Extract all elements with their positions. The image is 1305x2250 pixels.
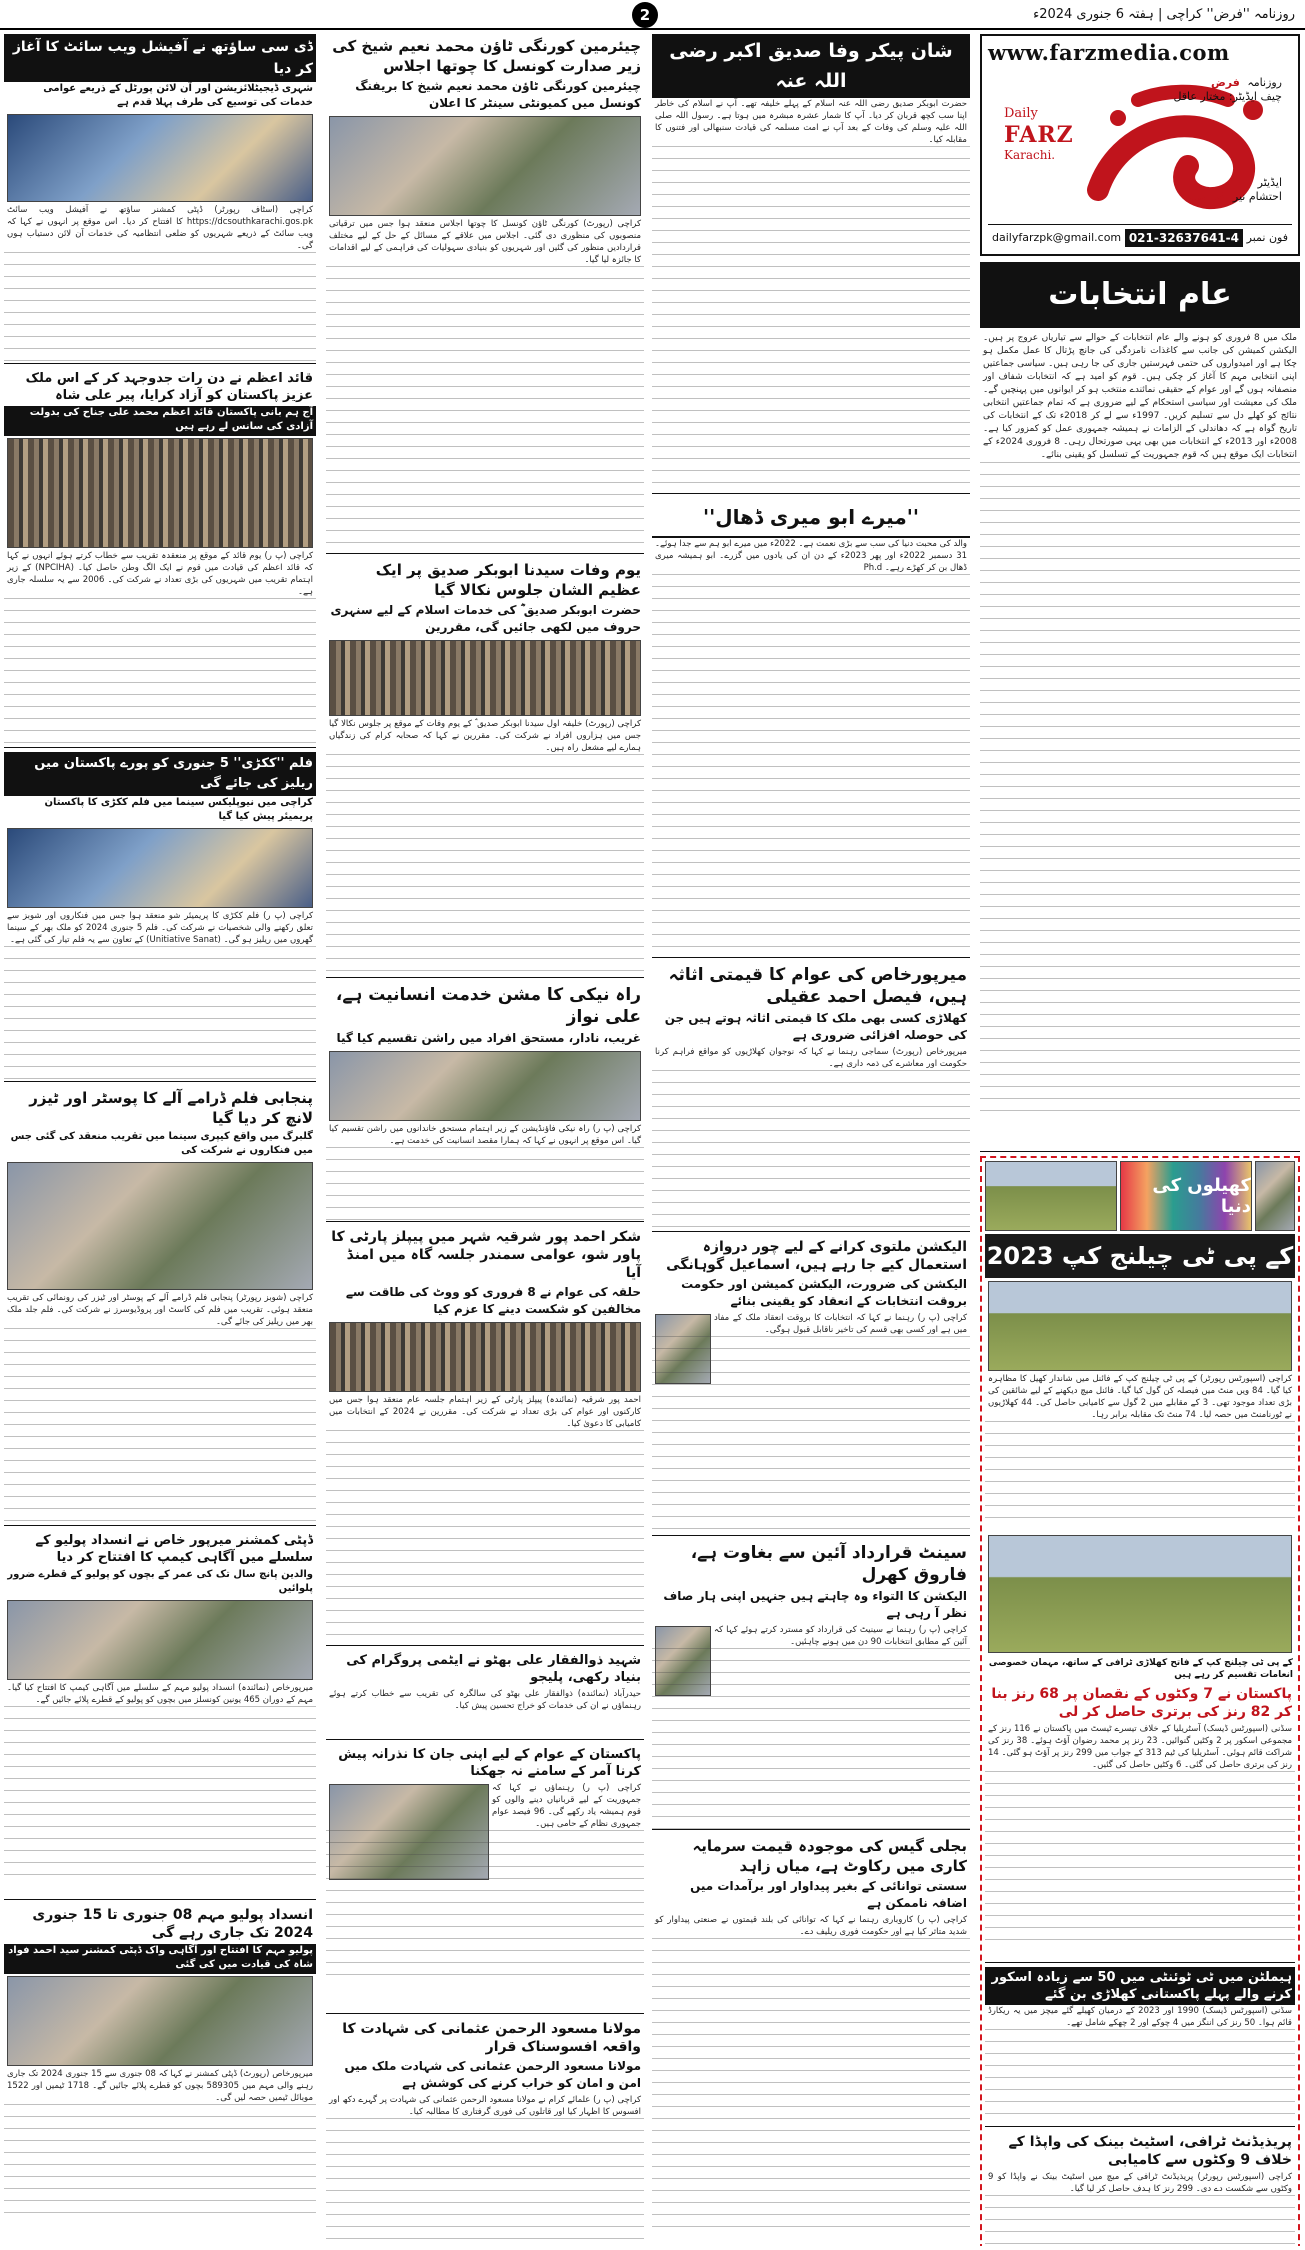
story-c3-1-lines	[652, 146, 970, 494]
story-c2-7-subtitle: مولانا مسعود الرحمن عثمانی کی شہادت ملک میں امن و امان کو خراب کرنے کی کوشش ہے	[344, 2059, 641, 2090]
sports-section	[980, 1156, 1300, 2246]
story-c1-4-lines	[4, 1328, 316, 1526]
sports-story-3-title: پریذیڈنٹ ٹرافی، اسٹیٹ بینک کی واپڈا کے خلاف 9 وکٹوں سے کامیابی	[1008, 2134, 1292, 2168]
story-c2-3-subtitle: غریب، نادار، مستحق افراد میں راشن تقسیم کیا گیا	[336, 1031, 641, 1045]
story-c1-4-title: پنجابی فلم ڈرامے آلے کا پوسٹر اور ٹیزر لانچ کر دیا گیا	[29, 1089, 313, 1127]
masthead-karachi-ur: کراچی	[1189, 190, 1226, 203]
masthead-name-en: FARZ	[1004, 122, 1074, 148]
story-c1-3-body: کراچی (پ ر) فلم ککڑی کا پریمیئر شو منعقد ہوا جس میں فنکاروں اور شوبز سے تعلق رکھنے والی شخصیات نے شرکت کی۔ فلم 5 جنوری 2024 کو ملک بھر کے سینما گھروں میں ریلیز ہو گی۔ (Unitiative Sanat) کے تعاون سے یہ فلم تیار کی گئی ہے۔	[7, 911, 313, 945]
story-c2-2-title: یوم وفات سیدنا ابوبکر صدیق پر ایک عظیم الشان جلوس نکالا گیا	[375, 561, 641, 599]
masthead-roznama: روزنامہ	[1247, 76, 1282, 89]
sports-cup-body: کراچی (اسپورٹس رپورٹر) کے پی ٹی چیلنج کپ کے فائنل میں شاندار کھیل کا مظاہرہ کیا گیا۔ 84 ویں منٹ میں فیصلہ کن گول کیا گیا۔ فائنل میچ دیکھنے کے لیے شائقین کی بڑی تعداد موجود تھی۔ 3 کے مقابلے میں 2 گول سے کامیابی حاصل کی۔ 44 کھلاڑیوں نے ٹورنامنٹ میں حصہ لیا۔ 74 منٹ تک مقابلہ برابر رہا۔	[988, 1374, 1292, 1420]
masthead-editor-label: ایڈیٹر	[1257, 176, 1282, 189]
masthead	[980, 34, 1300, 256]
story-c3-4	[652, 1236, 970, 1536]
sports-cup-text-lines	[985, 1421, 1295, 1521]
sports-story-2	[985, 1967, 1295, 2127]
story-c3-5-title: سینٹ قرارداد آئین سے بغاوت ہے، فاروق کھرل	[690, 1543, 967, 1585]
sports-story-3-lines	[985, 2195, 1295, 2246]
story-c3-4-title: الیکشن ملتوی کرانے کے لیے چور دروازہ استعمال کیے جا رہے ہیں، اسماعیل گوہانگی	[666, 1239, 967, 1273]
story-c2-3-photo	[329, 1051, 641, 1121]
story-c3-3-lines	[652, 1070, 970, 1232]
story-c2-7-body: کراچی (پ ر) علمائے کرام نے مولانا مسعود الرحمن عثمانی کی شہادت پر گہرے دکھ اور افسوس کا اظہار کیا اور قاتلوں کی فوری گرفتاری کا مطالبہ کیا۔	[329, 2095, 641, 2117]
story-c3-3-title: میرپورخاص کی عوام کا قیمتی اثاثہ ہیں، فیصل احمد عقیلی	[668, 965, 967, 1007]
sports-banner-art	[1120, 1161, 1252, 1231]
masthead-daily: Daily	[1004, 106, 1038, 121]
story-c3-5-body: کراچی (پ ر) رہنما نے سینیٹ کی قرارداد کو مسترد کرتے ہوئے کہا کہ آئین کے مطابق انتخابات 90 دن میں ہونے چاہئیں۔	[714, 1625, 967, 1647]
sports-story-2-lines	[985, 2029, 1295, 2119]
column-left	[4, 34, 316, 2246]
story-c1-4-body: کراچی (شوبز رپورٹر) پنجابی فلم ڈرامے آلے کے پوسٹر اور ٹیزر کی رونمائی کی تقریب منعقد ہوئی۔ تقریب میں فلم کی کاسٹ اور پروڈیوسرز نے شرکت کی۔ فلم جلد ملک بھر میں ریلیز کی جائے گی۔	[7, 1293, 313, 1327]
story-c3-1-title: شان پیکر وفا صدیق اکبر رضی اللہ عنہ	[669, 40, 953, 92]
story-c3-2-lines	[652, 574, 970, 958]
story-c1-3-lines	[4, 946, 316, 1082]
masthead-credits: روزنامہ فرض چیف ایڈیٹر: مختار عاقل	[1173, 76, 1282, 103]
masthead-chief-editor-label: چیف ایڈیٹر	[1232, 90, 1282, 103]
sports-columnist-photo	[1255, 1161, 1295, 1231]
story-c2-6	[326, 1744, 644, 2014]
story-c2-4-lines	[326, 1430, 644, 1646]
story-c3-2-body: والد کی محبت دنیا کی سب سے بڑی نعمت ہے۔ 2022ء میں میرے ابو ہم سے جدا ہوئے۔ 31 دسمبر 2022ء اور پھر 2023ء کے دن ان کی یادوں میں گزرے۔ ابو ہمیشہ میری ڈھال بن کر کھڑے رہے۔ Ph.d	[655, 539, 968, 573]
story-c2-5-body: حیدرآباد (نمائندہ) ذوالفقار علی بھٹو کی سالگرہ کی تقریب سے خطاب کرتے ہوئے رہنماؤں نے ان کی خدمات کو خراج تحسین پیش کیا۔	[329, 1689, 641, 1711]
story-c2-4-photo	[329, 1322, 641, 1392]
story-c3-6-body: کراچی (پ ر) کاروباری رہنما نے کہا کہ توانائی کی بلند قیمتوں نے صنعتی پیداوار کو شدید متاثر کیا ہے اور حکومت فوری ریلیف دے۔	[655, 1915, 967, 1937]
story-c1-2-photo	[7, 438, 313, 548]
story-c3-5-subtitle: الیکشن کا التواء وہ چاہتے ہیں جنہیں اپنی ہار صاف نظر آ رہی ہے	[663, 1589, 967, 1620]
story-c3-3	[652, 962, 970, 1232]
story-c2-7-lines	[326, 2118, 644, 2246]
story-c3-6	[652, 1834, 970, 2234]
masthead-phone[interactable]: 021-32637641-4	[1125, 229, 1243, 247]
story-c1-1	[4, 34, 316, 364]
story-c1-6-lines	[4, 2104, 316, 2214]
story-c1-6-subtitle: پولیو مہم کا افتتاح اور آگاہی واک ڈپٹی کمشنر سید احمد فواد شاہ کی قیادت میں کی گئی	[4, 1944, 316, 1974]
story-c2-2-body: کراچی (رپورٹ) خلیفہ اول سیدنا ابوبکر صدیق ؓ کے یوم وفات کے موقع پر جلوس نکالا گیا جس میں ہزاروں افراد نے شرکت کی۔ مقررین نے کہا کہ صحابہ کرام کی زندگیاں ہمارے لیے مشعل راہ ہیں۔	[329, 719, 641, 753]
story-c2-6-title: پاکستان کے عوام کے لیے اپنی جان کا نذرانہ پیش کرنا آمر کے سامنے نہ جھکنا	[338, 1747, 641, 1779]
sports-match-photo	[988, 1281, 1292, 1371]
story-c1-1-photo	[7, 114, 313, 202]
story-c1-5-subtitle: والدین پانچ سال تک کی عمر کے بچوں کو پولیو کے قطرے ضرور پلوائیں	[7, 1569, 313, 1594]
sports-team-photo	[985, 1161, 1117, 1231]
editorial-text-lines	[980, 462, 1300, 1122]
masthead-contact	[988, 224, 1292, 250]
story-c3-2	[652, 498, 970, 958]
story-c2-6-lines	[326, 1830, 644, 1980]
editorial-body: ملک میں 8 فروری کو ہونے والے عام انتخابات کے حوالے سے تیاریاں عروج پر ہیں۔ الیکشن کمیشن کی جانب سے کاغذات نامزدگی کی جانچ پڑتال کا عمل مکمل ہو چکا ہے اور امیدواروں کی حتمی فہرستیں جاری کی جا رہی ہیں۔ سیاسی جماعتیں اپنی انتخابی مہم کا آغاز کر چکی ہیں۔ قوم کو امید ہے کہ انتخابات شفاف اور منصفانہ ہوں گے اور عوام کے حقیقی نمائندے منتخب ہو کر ایوانوں میں پہنچیں گے۔ ملک کی معیشت اور سیاسی استحکام کے لیے ضروری ہے کہ تمام جماعتیں انتخابی نتائج کو کھلے دل سے تسلیم کریں۔ 1997ء سے لے کر 2018ء تک کے انتخابات کی تاریخ گواہ ہے کہ دھاندلی کے الزامات نے ہمیشہ جمہوری عمل کو کمزور کیا ہے۔ 2008ء اور 2013ء کے انتخابات میں بھی یہی صورتحال رہی۔ 8 فروری 2024ء کے انتخابات ایک موقع ہیں کہ قوم جمہوریت کے تسلسل کو یقینی بنائے۔	[983, 333, 1297, 460]
column-center-right	[652, 34, 970, 2246]
story-c3-5-lines	[652, 1648, 970, 1830]
story-c1-2-body: کراچی (پ ر) یوم قائد کے موقع پر منعقدہ تقریب سے خطاب کرتے ہوئے انہوں نے کہا کہ قائد اعظم کی قیادت میں قوم نے ایک الگ وطن حاصل کیا۔ (NPCIHA) کے زیر اہتمام تقریب میں شہریوں کی بڑی تعداد نے شرکت کی۔ 2006 سے یہ سلسلہ جاری ہے۔	[7, 551, 313, 597]
story-c2-5	[326, 1650, 644, 1740]
story-c2-2-lines	[326, 754, 644, 978]
masthead-name-ur: فرض	[1210, 76, 1240, 89]
story-c1-1-lines	[4, 252, 316, 364]
story-c1-4-photo	[7, 1162, 313, 1290]
sports-story-1	[985, 1683, 1295, 1963]
editorial-title: عام انتخابات	[980, 262, 1300, 328]
story-c1-6-photo	[7, 1976, 313, 2066]
story-c1-5	[4, 1530, 316, 1900]
sports-story-1-title: پاکستان نے 7 وکٹوں کے نقصان پر 68 رنز بنا کر 82 رنز کی برتری حاصل کر لی	[991, 1686, 1292, 1720]
story-c1-6	[4, 1904, 316, 2224]
story-c2-6-body: کراچی (پ ر) رہنماؤں نے کہا کہ جمہوریت کے لیے قربانیاں دینے والوں کو قوم ہمیشہ یاد رکھے گی۔ 96 فیصد عوام جمہوری نظام کے حامی ہیں۔	[492, 1783, 641, 1829]
masthead-phone-label: فون نمبر	[1246, 231, 1288, 244]
sports-trophy-photo	[988, 1535, 1292, 1653]
masthead-city: Karachi.	[1004, 148, 1056, 162]
story-c2-7-title: مولانا مسعود الرحمن عثمانی کی شہادت کا واقعہ افسوسناک قرار	[342, 2021, 641, 2055]
story-c3-6-subtitle: سستی توانائی کے بغیر پیداوار اور برآمدات میں اضافہ ناممکن ہے	[690, 1879, 967, 1910]
story-c3-3-body: میرپورخاص (رپورٹ) سماجی رہنما نے کہا کہ نوجوان کھلاڑیوں کو مواقع فراہم کرنا حکومت اور معاشرے کی ذمہ داری ہے۔	[655, 1047, 967, 1069]
story-c3-6-lines	[652, 1938, 970, 2234]
story-c1-2	[4, 368, 316, 748]
sports-story-1-body: سڈنی (اسپورٹس ڈیسک) آسٹریلیا کے خلاف تیسرے ٹیسٹ میں پاکستان نے 116 رنز کے مجموعی اسکور پر 2 وکٹیں گنوائیں۔ 23 رنز پر محمد رضوان آؤٹ ہوئے۔ 38 رنز کی شراکت قائم ہوئی۔ آسٹریلیا کی ٹیم 313 کے جواب میں 299 رنز پر آؤٹ ہو گئی۔ 14 رنز کی برتری حاصل کی گئی۔ 6 وکٹیں حاصل کی گئیں۔	[988, 1724, 1293, 1770]
editorial-story	[980, 332, 1300, 1152]
story-c1-5-lines	[4, 1706, 316, 1886]
story-c2-1-body: کراچی (رپورٹ) کورنگی ٹاؤن کونسل کا چوتھا اجلاس منعقد ہوا جس میں ترقیاتی منصوبوں کی منظوری دی گئی۔ اجلاس میں علاقے کے مسائل کے حل کے لیے مختلف قراردادیں منظور کی گئیں اور شہریوں کو بنیادی سہولیات کی فراہمی کے لیے اقدامات کا جائزہ لیا گیا۔	[329, 219, 641, 265]
story-c1-6-body: میرپورخاص (رپورٹ) ڈپٹی کمشنر نے کہا کہ 08 جنوری سے 15 جنوری 2024 تک جاری رہنے والی مہم میں 589305 بچوں کو قطرے پلائے جائیں گے۔ 1718 ٹیمیں اور 1522 موبائل ٹیمیں حصہ لیں گی۔	[7, 2069, 314, 2103]
story-c3-2-title: ''میرے ابو میری ڈھال''	[652, 498, 970, 538]
sports-cup-story	[985, 1373, 1295, 1531]
dateline: روزنامہ ''فرض'' کراچی | ہفتہ 6 جنوری 2024ء	[1033, 7, 1295, 22]
story-c1-1-title: ڈی سی ساؤتھ نے آفیشل ویب سائٹ کا آغاز کر دیا	[12, 39, 313, 77]
sports-banner-text: کھیلوں کی دنیا	[1152, 1175, 1251, 1217]
story-c1-5-title: ڈپٹی کمشنر میرپور خاص نے انسداد پولیو کے سلسلے میں آگاہی کیمپ کا افتتاح کر دیا	[35, 1533, 313, 1565]
sports-story-3-body: کراچی (اسپورٹس رپورٹر) پریذیڈنٹ ٹرافی کے میچ میں اسٹیٹ بینک نے واپڈا کو 9 وکٹوں سے شکست دے دی۔ 299 رنز کا ہدف حاصل کر لیا گیا۔	[988, 2172, 1292, 2194]
story-c3-6-title: بجلی گیس کی موجودہ قیمت سرمایہ کاری میں رکاوٹ ہے، میاں زاہد	[692, 1837, 967, 1875]
story-c2-2-photo	[329, 640, 641, 716]
story-c2-1-lines	[326, 266, 644, 554]
story-c1-1-body: کراچی (اسٹاف رپورٹر) ڈپٹی کمشنر ساؤتھ نے آفیشل ویب سائٹ https://dcsouthkarachi.gos.pk کا افتتاح کر دیا۔ اس موقع پر انہوں نے کہا کہ ویب سائٹ کے ذریعے شہریوں کو ضلعی انتظامیہ کی خدمات آن لائن دستیاب ہوں گی۔	[7, 205, 313, 251]
story-c3-3-subtitle: کھلاڑی کسی بھی ملک کا قیمتی اثاثہ ہوتے ہیں جن کی حوصلہ افزائی ضروری ہے	[664, 1011, 967, 1042]
sports-banner-row	[985, 1161, 1295, 1231]
sports-cup-title: کے پی ٹی چیلنج کپ 2023	[985, 1234, 1295, 1278]
story-c1-2-subtitle: آج ہم بانی پاکستان قائد اعظم محمد علی جناح کی بدولت آزادی کی سانس لے رہے ہیں	[4, 406, 316, 436]
story-c1-3	[4, 752, 316, 1082]
story-c1-3-title: فلم ''ککڑی'' 5 جنوری کو پورے پاکستان میں ریلیز کی جائے گی	[34, 756, 313, 791]
sports-story-1-lines	[985, 1771, 1295, 1951]
masthead-email[interactable]: dailyfarzpk@gmail.com	[992, 231, 1122, 244]
masthead-url[interactable]: www.farzmedia.com	[988, 40, 1230, 65]
story-c2-1	[326, 34, 644, 554]
story-c1-1-subtitle: شہری ڈیجیٹلائزیشن اور آن لائن پورٹل کے ذریعے عوامی خدمات کی توسیع کی طرف پہلا قدم ہے	[43, 83, 313, 108]
story-c2-7	[326, 2018, 644, 2246]
story-c2-3	[326, 982, 644, 1222]
sports-story-2-title: ہیملٹن میں ٹی ٹوئنٹی میں 50 سے زیادہ اسکور کرنے والے پہلے پاکستانی کھلاڑی بن گئے	[985, 1967, 1295, 2005]
story-c1-2-lines	[4, 598, 316, 748]
story-c1-3-photo	[7, 828, 313, 908]
masthead-editor-name: احتشام نیر	[1232, 190, 1282, 203]
story-c2-2-subtitle: حضرت ابوبکر صدیق ؓ کی خدمات اسلام کے لیے سنہری حروف میں لکھی جائیں گی، مقررین	[330, 603, 641, 634]
story-c1-4	[4, 1086, 316, 1526]
story-c3-4-body: کراچی (پ ر) رہنما نے کہا کہ انتخابات کا بروقت انعقاد ملک کے مفاد میں ہے اور کسی بھی قسم کی تاخیر ناقابل قبول ہوگی۔	[714, 1313, 967, 1335]
masthead-chief-editor-name: مختار عاقل	[1173, 90, 1226, 103]
story-c3-1	[652, 34, 970, 494]
story-c1-4-subtitle: گلبرگ میں واقع کیپری سینما میں تقریب منعقد کی گئی جس میں فنکاروں نے شرکت کی	[10, 1131, 313, 1156]
story-c2-1-subtitle: چیئرمین کورنگی ٹاؤن محمد نعیم شیخ کا بریفنگ کونسل میں کمیونٹی سینٹر کا اعلان	[355, 79, 641, 110]
story-c1-2-title: قائد اعظم نے دن رات جدوجہد کر کے اس ملک عزیز پاکستان کو آزاد کرایا، پیر علی شاہ	[25, 371, 313, 403]
page-number-badge: 2	[632, 2, 658, 28]
story-c2-2	[326, 558, 644, 978]
story-c3-4-subtitle: الیکشن کی ضرورت، الیکشن کمیشن اور حکومت بروقت انتخابات کے انعقاد کو یقینی بنائے	[681, 1277, 967, 1308]
story-c2-4	[326, 1226, 644, 1646]
story-c2-4-subtitle: حلقہ کی عوام نے 8 فروری کو ووٹ کی طاقت سے مخالفین کو شکست دینے کا عزم کیا	[345, 1285, 641, 1316]
sports-story-2-body: سڈنی (اسپورٹس ڈیسک) 1990 اور 2023 کے درمیان کھیلے گئے میچز میں یہ ریکارڈ قائم ہوا۔ 50 رنز کی اننگز میں 4 چوکے اور 2 چھکے شامل تھے۔	[988, 2006, 1292, 2028]
story-c2-5-title: شہید ذوالفقار علی بھٹو نے ایٹمی پروگرام کی بنیاد رکھی، پلیجو	[346, 1653, 641, 1685]
story-c1-5-photo	[7, 1600, 313, 1680]
story-c2-3-lines	[326, 1147, 644, 1222]
story-c1-3-subtitle: کراچی میں نیوپلیکس سینما میں فلم ککڑی کا پاکستان پریمیئر پیش کیا گیا	[44, 797, 313, 822]
story-c1-6-title: انسداد پولیو مہم 08 جنوری تا 15 جنوری 2024 تک جاری رہے گی	[32, 1907, 313, 1941]
story-c1-5-body: میرپورخاص (نمائندہ) انسداد پولیو مہم کے سلسلے میں آگاہی کیمپ کا افتتاح کیا گیا۔ مہم کے دوران 465 یونین کونسلز میں بچوں کو پولیو کے قطرے پلائے جائیں گے۔	[7, 1683, 313, 1705]
story-c2-3-title: راہ نیکی کا مشن خدمت انسانیت ہے، علی نواز	[335, 985, 641, 1027]
story-c2-1-photo	[329, 116, 641, 216]
story-c3-1-body: حضرت ابوبکر صدیق رضی اللہ عنہ اسلام کے پہلے خلیفہ تھے۔ آپ نے اسلام کی خاطر اپنا سب کچھ قربان کر دیا۔ آپ کا شمار عشرہ مبشرہ میں ہوتا ہے۔ رسول اللہ صلی اللہ علیہ وسلم کی وفات کے بعد آپ نے امت مسلمہ کی قیادت سنبھالی اور فتنوں کا مقابلہ کیا۔	[655, 99, 967, 145]
story-c2-4-title: شکر احمد پور شرقیہ شہر میں پیپلز پارٹی کا پاور شو، عوامی سمندر جلسہ گاہ میں امنڈ آیا	[331, 1229, 641, 1281]
story-c2-4-body: احمد پور شرقیہ (نمائندہ) پیپلز پارٹی کے زیر اہتمام جلسہ عام منعقد ہوا جس میں کارکنوں اور عوام کی بڑی تعداد نے شرکت کی۔ مقررین نے 2024 کے انتخابات میں کامیابی کا دعویٰ کیا۔	[329, 1395, 641, 1429]
column-center-left	[326, 34, 644, 2246]
story-c2-1-title: چیئرمین کورنگی ٹاؤن محمد نعیم شیخ کی زیر صدارت کونسل کا چوتھا اجلاس	[332, 37, 641, 75]
story-c2-3-body: کراچی (پ ر) راہ نیکی فاؤنڈیشن کے زیر اہتمام مستحق خاندانوں میں راشن تقسیم کیا گیا۔ اس موقع پر انہوں نے کہا کہ ہمارا مقصد انسانیت کی خدمت ہے۔	[329, 1124, 641, 1146]
page-header-bar	[0, 0, 1305, 30]
story-c3-4-lines	[652, 1336, 970, 1536]
sports-story-3	[985, 2131, 1295, 2246]
story-c3-5	[652, 1540, 970, 1830]
masthead-editor-block	[1182, 176, 1282, 204]
column-right	[980, 34, 1300, 2246]
sports-caption: کے پی ٹی چیلنج کپ کے فاتح کھلاڑی ٹرافی کے ساتھ، مہمان خصوصی انعامات تقسیم کر رہے ہیں	[988, 1658, 1293, 1680]
